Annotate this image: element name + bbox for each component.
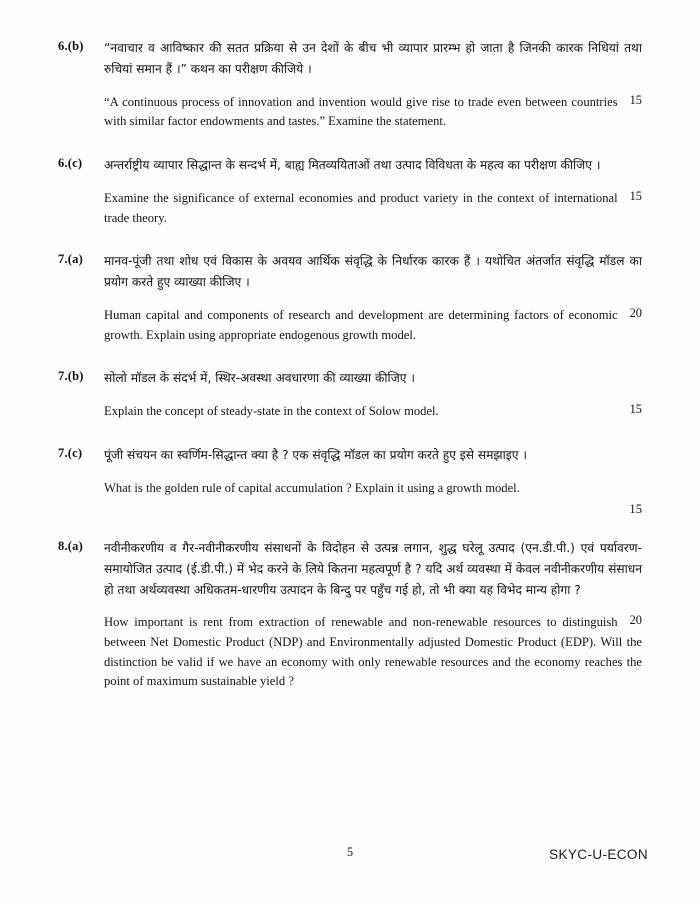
question-text-english: Human capital and components of research and development are determining factors of economic growth. Explain using appropriate endogenous growth model.: [104, 307, 618, 342]
question-marks: 15: [629, 92, 642, 107]
spacer: [58, 228, 642, 251]
question-body: [104, 38, 642, 132]
question-number: [58, 368, 104, 384]
question-part-text: (b): [67, 369, 84, 384]
page-number: 5: [346, 845, 354, 859]
question-text-english: Examine the significance of external economies and product variety in the context of international trade theory.: [104, 190, 618, 225]
question-part-text: (a): [67, 538, 83, 553]
question-text-hindi: मानव-पूंजी तथा शोध एवं विकास के अवयव आर्थिक संवृद्धि के निर्धारक कारक हैं । यथोचित अंतर्जात संवृद्धि मॉडल का प्रयोग करते हुए व्याख्या कीजिए ।: [104, 254, 642, 289]
question-number: [58, 445, 104, 461]
question-number: [58, 38, 104, 54]
question-number: [58, 251, 104, 267]
question-english-wrap: [104, 306, 642, 345]
question-part-text: (c): [67, 156, 83, 170]
question-body: [104, 368, 642, 422]
question-english-wrap: [104, 189, 642, 228]
question-part-text: (c): [67, 445, 83, 460]
spacer: [58, 132, 642, 155]
question-number-text: 6.: [58, 156, 68, 170]
question-text-english: Explain the concept of steady-state in the context of Solow model.: [104, 404, 439, 418]
question-7b: [58, 368, 642, 422]
question-body: [104, 445, 642, 520]
question-english-wrap: [104, 479, 642, 520]
question-english-wrap: [104, 613, 642, 691]
question-number: [58, 155, 104, 171]
question-marks: 15: [629, 502, 642, 517]
question-english-wrap: [104, 93, 642, 132]
question-number: [58, 538, 104, 554]
question-text-hindi: नवीनीकरणीय व गैर-नवीनीकरणीय संसाधनों के विदोहन से उत्पन्न लगान, शुद्ध घरेलू उत्पाद (एन.डी.पी.) एवं पर्यावरण-समायोजित उत्पाद (ई.डी.पी.) में भेद करने के लिये कितना महत्वपूर्ण है ? यदि अर्थ व्यवस्था में केवल नवीनीकरणीय संसाधन हो तथा अर्थव्यवस्था अधिकतम-धारणीय उत्पादन के बिन्दु पर पहुँच गई हो, तो भी क्या यह विभेद मान्य होगा ?: [104, 540, 642, 597]
question-number-text: 7.: [58, 369, 68, 384]
question-body: [104, 538, 642, 692]
question-part-text: (b): [67, 39, 84, 53]
spacer: [58, 520, 642, 538]
question-marks: 15: [629, 402, 642, 416]
spacer: [58, 422, 642, 445]
question-marks: 15: [629, 188, 642, 203]
question-text-english: How important is rent from extraction of renewable and non-renewable resources to distinguish between Net Domestic Product (NDP) and Environmentally adjusted Domestic Product (EDP). Will the distinction be valid if we have an economy with only renewable resources and the economy reaches the point of maximum sustainable yield ?: [104, 615, 642, 689]
question-text-english: “A continuous process of innovation and invention would give rise to trade even between countries with similar factor endowments and tastes.” Examine the statement.: [104, 94, 618, 129]
question-text-hindi: अन्तर्राष्ट्रीय व्यापार सिद्धान्त के सन्दर्भ में, बाह्य मितव्ययिताओं तथा उत्पाद विविधता के महत्व का परीक्षण कीजिए ।: [104, 158, 601, 172]
question-marks: 20: [629, 613, 642, 628]
question-text-hindi: सोलो मॉडल के संदर्भ में, स्थिर-अवस्था अवधारणा की व्याख्या कीजिए ।: [104, 371, 415, 386]
question-number-text: 7.: [58, 252, 68, 267]
question-6c: [58, 155, 642, 228]
question-6b: [58, 38, 642, 132]
question-7c: [58, 445, 642, 520]
question-body: [104, 155, 642, 228]
question-number-text: 6.: [58, 39, 68, 53]
question-8a: [58, 538, 642, 692]
question-text-hindi: पूंजी संचयन का स्वर्णिम-सिद्धान्त क्या है ? एक संवृद्धि मॉडल का प्रयोग करते हुए इसे समझाइए ।: [104, 447, 528, 462]
question-number-text: 7.: [58, 445, 68, 460]
question-body: [104, 251, 642, 345]
question-english-wrap: [104, 402, 642, 422]
question-7a: [58, 251, 642, 345]
question-part-text: (a): [67, 252, 83, 267]
question-number-text: 8.: [58, 538, 68, 553]
spacer: [58, 345, 642, 368]
question-text-hindi: “नवाचार व आविष्कार की सतत प्रक्रिया से उन देशों के बीच भी व्यापार प्रारम्भ हो जाता है जिनकी कारक निधियां तथा रुचियां समान हैं ।” कथन का परीक्षण कीजिये ।: [104, 41, 642, 76]
paper-code: SKYC-U-ECON: [549, 847, 648, 862]
question-text-english: What is the golden rule of capital accumulation ? Explain it using a growth model.: [104, 480, 520, 495]
question-marks: 20: [629, 305, 642, 320]
questions-container: [58, 38, 642, 692]
